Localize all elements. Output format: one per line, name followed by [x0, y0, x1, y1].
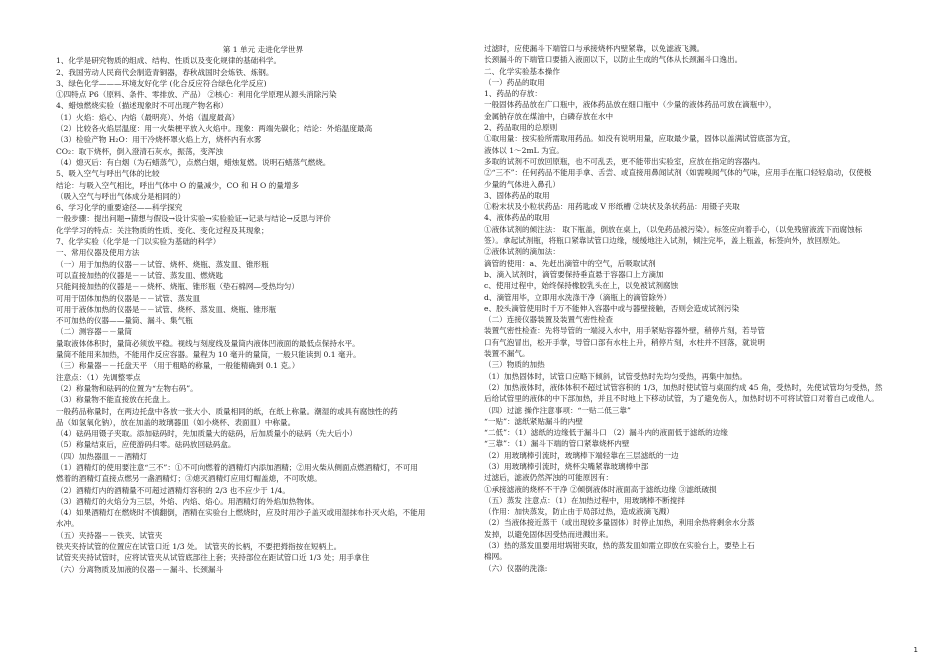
text-line: 口有气泡冒出，松开手掌，导管口部有水柱上升，稍停片刻，水柱并不回落，就说明: [484, 337, 765, 347]
text-line: 不可加热的仪器——量筒、漏斗、集气瓶: [56, 316, 193, 326]
text-line: 量取液体体积时，量筒必须放平稳。视线与刻度线及量筒内液体凹液面的最低点保持水平。: [56, 338, 360, 348]
text-line: ①粉末状及小粒状药品：用药匙或 V 形纸槽 ②块状及条状药品：用镊子夹取: [484, 202, 740, 212]
text-line: b、滴入试剂时，滴管要保持垂直悬于容器口上方滴加: [484, 269, 664, 279]
text-line: 少量的气体进入鼻孔）: [484, 179, 560, 189]
text-line: “三靠”：（1）漏斗下端的管口紧靠烧杯内壁: [484, 439, 630, 449]
text-line: 只能间接加热的仪器是－－烧杯、烧瓶、锥形瓶（垫石棉网—受热均匀）: [56, 282, 299, 292]
text-line: 后给试管里的液体的中下部加热，并且不时地上下移动试管，为了避免伤人，加热时切不可将试管口对着自己或他人。: [484, 394, 879, 404]
text-line: c、使用过程中，始终保持橡胶乳头在上，以免被试剂腐蚀: [484, 281, 679, 291]
text-line: 量筒不能用来加热，不能用作反应容器。量程为 10 毫升的量筒，一般只能读到 0.1 毫升。: [56, 350, 361, 360]
text-line: 一般药品称量时，在两边托盘中各放一张大小、质量相同的纸，在纸上称量。潮湿的或具有腐蚀性的药: [56, 406, 398, 416]
text-line: 滴管的使用：a、先赶出滴管中的空气，后吸取试剂: [484, 258, 656, 268]
text-line: （二）测容器－－量筒: [56, 327, 132, 337]
text-line: （2）当液体接近蒸干（或出现较多量固体）时停止加热，利用余热将剩余水分蒸: [484, 518, 755, 528]
text-line: 燃着的酒精灯直接点燃另一盏酒精灯；③熄灭酒精灯应用灯帽盖熄，不可吹熄。: [56, 474, 322, 484]
text-line: 液体以 1～2mL 为宜。: [484, 145, 564, 155]
text-line: ①四特点 P6（原料、条件、零排放、产品） ②核心：利用化学原理从源头消除污染: [56, 90, 337, 100]
text-line: 一般步骤：提出问题→猜想与假设→设计实验→实验验证→记录与结论→反思与评价: [56, 214, 331, 224]
text-line: ①液体试剂的倾注法： 取下瓶盖，倒放在桌上，（以免药品被污染）。标签应向着手心，（以免残留液流下而腐蚀标: [484, 224, 863, 234]
text-line: “二低”：（1）滤纸的边缘低于漏斗口 （2）漏斗内的液面低于滤纸的边缘: [484, 428, 728, 438]
text-line: （2）比较各火焰层温度：用一火柴梗平放入火焰中。现象：两端先碳化；结论：外焰温度最高: [56, 124, 373, 134]
text-line: （4）砝码用镊子夹取。添加砝码时，先加质量大的砝码，后加质量小的砝码（先大后小）: [56, 429, 357, 439]
text-line: 签）。拿起试剂瓶，将瓶口紧靠试管口边缘，缓缓地注入试剂，倾注完毕，盖上瓶盖，标签向外，放回原处。: [484, 236, 845, 246]
text-line: （四）过滤 操作注意事项：“一贴二低三靠”: [484, 405, 631, 415]
text-line: （2）加热液体时，液体体积不超过试管容积的 1/3，加热时使试管与桌面约成 45 角，受热时，先使试管均匀受热，然: [484, 382, 883, 392]
text-line: 品（如氢氧化钠），放在加盖的玻璃器皿（如小烧杯、表面皿）中称量。: [56, 417, 296, 427]
text-line: 长颈漏斗的下端管口要插入液面以下，以防止生成的气体从长颈漏斗口逸出。: [484, 55, 743, 65]
section-title: 第 1 单元 走进化学世界: [222, 45, 304, 54]
text-line: 3、绿色化学———环境友好化学 (化合反应符合绿色化学反应): [56, 78, 267, 88]
text-line: ①承接滤液的烧杯不干净 ②倾倒液体时液面高于滤纸边缘 ③滤纸破损: [484, 484, 717, 494]
text-line: 金属钠存放在煤油中，白磷存放在水中: [484, 111, 614, 121]
text-line: 装置气密性检查：先将导管的一端浸入水中，用手紧贴容器外壁，稍停片刻，若导管: [484, 326, 765, 336]
page-number: 1: [913, 646, 918, 654]
text-line: （五）夹持器－－铁夹、试管夹: [56, 530, 163, 540]
text-line: 化学学习的特点：关注物质的性质、变化、变化过程及其现象；: [56, 225, 269, 235]
text-line: （五）蒸发 注意点：（1）在加热过程中，用玻璃棒不断搅拌: [484, 495, 685, 505]
text-line: （六）仪器的洗涤:: [484, 563, 548, 573]
text-line: d、滴管用毕，立即用水洗涤干净（滴瓶上的滴管除外）: [484, 292, 672, 302]
text-line: 2、我国劳动人民商代会制造青铜器，春秋战国时会炼铁、炼钢。: [56, 67, 274, 77]
text-line: （四）加热器皿－－酒精灯: [56, 451, 148, 461]
right-column: [484, 43, 920, 574]
text-line: （4）如果酒精灯在燃烧时不慎翻倒，酒精在实验台上燃烧时，应及时用沙子盖灭或用湿抹布扑灭火焰，不能用: [56, 508, 426, 518]
text-line: （3）热的蒸发皿要用坩埚钳夹取，热的蒸发皿如需立即放在实验台上，要垫上石: [484, 541, 755, 551]
text-line: 二、化学实验基本操作: [484, 66, 560, 76]
text-line: ①取用量：按实验所需取用药品。如没有说明用量，应取最少量，固体以盖满试管底部为宜，: [484, 134, 796, 144]
text-line: e、胶头滴管使用时千万不能伸入容器中或与器壁接触，否则会造成试剂污染: [484, 303, 740, 313]
text-line: （5）称量结束后，应使游码归零。砝码放回砝码盒。: [56, 440, 236, 450]
text-line: 可以直接加热的仪器是－－试管、蒸发皿、燃烧匙: [56, 270, 224, 280]
text-line: 水冲。: [56, 519, 79, 529]
text-line: 7、化学实验（化学是一门以实验为基础的科学）: [56, 237, 221, 247]
text-line: （二）连接仪器装置及装置气密性检查: [484, 315, 614, 325]
text-line: 6、学习化学的重要途径——科学探究: [56, 203, 183, 213]
text-line: 棉网。: [484, 552, 507, 562]
text-line: （作用：加快蒸发，防止由于局部过热，造成液滴飞溅）: [484, 507, 674, 517]
text-line: （三）称量器－－托盘天平 （用于粗略的称量，一般能精确到 0.1 克。）: [56, 361, 300, 371]
text-line: （六）分离物质及加液的仪器－－漏斗、长颈漏斗: [56, 564, 224, 574]
text-line: ②液体试剂的滴加法：: [484, 247, 560, 257]
text-line: （3）用玻璃棒引流时，烧杯尖嘴紧靠玻璃棒中部: [484, 461, 649, 471]
text-line: 4、蜡烛燃烧实验（描述现象时不可出现产物名称）: [56, 101, 228, 111]
text-line: （1）酒精灯的使用要注意“三不”：①不可向燃着的酒精灯内添加酒精；②用火柴从侧面点燃酒精灯，不可用: [56, 462, 418, 472]
text-line: （2）酒精灯内的酒精量不可超过酒精灯容积的 2/3 也不应少于 1/4。: [56, 485, 290, 495]
text-line: 发掉，以避免固体因受热而迸溅出来。: [484, 529, 614, 539]
text-line: （一）药品的取用: [484, 77, 545, 87]
text-line: （2）用玻璃棒引流时，玻璃棒下端轻靠在三层滤纸的一边: [484, 450, 679, 460]
text-line: 一般固体药品放在广口瓶中，液体药品放在细口瓶中（少量的液体药品可放在滴瓶中），: [484, 100, 777, 110]
text-line: （3）检验产物 H₂O：用干冷烧杯罩火焰上方，烧杯内有水雾: [56, 135, 262, 145]
text-line: 可用于液体加热的仪器是－－试管、烧杯、蒸发皿、烧瓶、锥形瓶: [56, 304, 277, 314]
left-column: [56, 44, 470, 575]
text-line: 3、固体药品的取用: [484, 190, 550, 200]
text-line: 多取的试剂不可放回原瓶，也不可乱丢，更不能带出实验室，应放在指定的容器内。: [484, 156, 765, 166]
text-line: 5、吸入空气与呼出气体的比较: [56, 169, 160, 179]
text-line: 一、常用仪器及使用方法: [56, 248, 140, 258]
text-line: 4、液体药品的取用: [484, 213, 550, 223]
text-line: 铁夹夹持试管的位置应在试管口近 1/3 处。 试管夹的长柄，不要把拇指按在短柄上。: [56, 542, 342, 552]
text-line: 2、药品取用的总原则: [484, 123, 558, 133]
text-line: 1、药品的存放：: [484, 89, 542, 99]
text-line: ②“三不”：任何药品不能用手拿、舌尝、或直接用鼻闻试剂（如需嗅闻气体的气味，应用手在瓶口轻轻扇动，仅使极: [484, 168, 872, 178]
text-line: 过滤时，应使漏斗下端管口与承接烧杯内壁紧靠，以免滤液飞溅。: [484, 44, 705, 53]
text-line: （3）酒精灯的火焰分为三层，外焰、内焰、焰心。用酒精灯的外焰加热物体。: [56, 496, 320, 506]
text-line: 装置不漏气。: [484, 349, 530, 359]
text-line: 过滤后，滤液仍然浑浊的可能原因有：: [484, 473, 614, 483]
text-line: “一贴”：滤纸紧贴漏斗的内壁: [484, 416, 583, 426]
text-line: 注意点：（1）先调整零点: [56, 372, 141, 382]
text-line: 结论：与吸入空气相比，呼出气体中 O 的量减少，CO 和 H O 的量增多: [56, 180, 300, 190]
text-line: （1）加热固体时，试管口应略下倾斜，试管受热时先均匀受热，再集中加热。: [484, 371, 748, 381]
text-line: 可用于固体加热的仪器是－－试管、蒸发皿: [56, 293, 201, 303]
text-line: （1）火焰：焰心、内焰（最明亮）、外焰（温度最高）: [56, 112, 240, 122]
text-line: （吸入空气与呼出气体成分是相同的）: [56, 191, 186, 201]
text-line: （一）用于加热的仪器－－试管、烧杯、烧瓶、蒸发皿、锥形瓶: [56, 259, 269, 269]
text-line: CO₂：取下烧杯，倒入澄清石灰水，振荡，变浑浊: [56, 146, 223, 156]
text-line: 试管夹夹持试管时，应将试管夹从试管底部往上套；夹持部位在距试管口近 1/3 处；用手拿住: [56, 553, 370, 563]
text-line: （2）称量物和砝码的位置为“左物右码”。: [56, 383, 198, 393]
text-line: （三）物质的加热: [484, 360, 545, 370]
text-line: 1、化学是研究物质的组成、结构、性质以及变化规律的基础科学。: [56, 56, 282, 66]
text-line: （4）熄灭后：有白烟（为石蜡蒸气），点燃白烟，蜡烛复燃。说明石蜡蒸气燃烧。: [56, 157, 331, 167]
text-line: （3）称量物不能直接放在托盘上。: [56, 395, 175, 405]
